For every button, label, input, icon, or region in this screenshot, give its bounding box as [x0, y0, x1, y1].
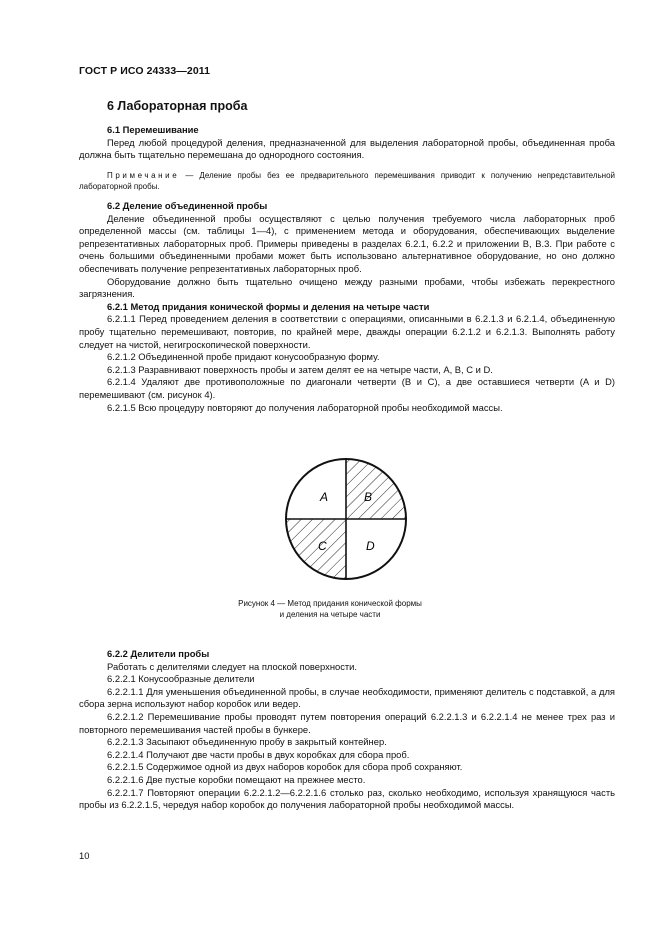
paragraph-6-2-2-1-5: 6.2.2.1.5 Содержимое одной из двух наборов коробок для сбора проб сохраняют. [107, 761, 463, 773]
paragraph-6-2-2-1-7: 6.2.2.1.7 Повторяют операции 6.2.2.1.2—6.2.2.1.6 столько раз, сколько необходимо, используя хранящуюся часть пробы из 6.2.2.1.5, чередуя набор коробок до получения лабораторной пробы необходимой массы. [79, 786, 615, 811]
note-block [79, 170, 615, 192]
section-6-2 [79, 200, 615, 414]
label-b: B [364, 490, 373, 504]
heading-6-2: 6.2 Деление объединенной пробы [107, 200, 268, 211]
note-label: Примечание [107, 171, 180, 180]
paragraph-6-2-2-1-2: 6.2.2.1.2 Перемешивание пробы проводят путем повторения операций 6.2.2.1.3 и 6.2.2.1.4 не менее трех раз и повторного перемешивания частей пробы в бункере. [79, 710, 615, 735]
heading-6-2-1: 6.2.1 Метод придания конической формы и деления на четыре части [107, 300, 430, 312]
paragraph-6-2-2-1-4: 6.2.2.1.4 Получают две части пробы в двух коробках для сбора проб. [107, 748, 410, 760]
paragraph-6-2-2-intro: Работать с делителями следует на плоской поверхности. [107, 660, 358, 672]
label-d: D [366, 539, 375, 553]
label-a: A [320, 490, 329, 504]
page-number: 10 [79, 850, 90, 861]
caption-line-2: и деления на четыре части [279, 610, 381, 619]
paragraph-6-2-2-1-6: 6.2.2.1.6 Две пустые коробки помещают на прежнее место. [107, 773, 366, 785]
document-header: ГОСТ Р ИСО 24333—2011 [79, 65, 211, 77]
paragraph-6-2-2-1-3: 6.2.2.1.3 Засыпают объединенную пробу в закрытый контейнер. [107, 736, 387, 748]
quartering-figure [284, 457, 408, 581]
paragraph-6-2-1-2: 6.2.1.2 Объединенной пробе придают конусообразную форму. [107, 351, 380, 363]
section-6-1 [79, 124, 615, 162]
paragraph-6-2-1-1: 6.2.1.1 Перед проведением деления в соответствии с операциями, описанными в 6.2.1.3 и 6.2.1.4, объединенную пробу тщательно перемешивают, повторив, по крайней мере, дважды операции 6.2.1.2 и 6.2.1.3. Выполнять работу следует на чистой, негигроскопической поверхности. [79, 313, 615, 350]
paragraph-6-2-2-1-1: 6.2.2.1.1 Для уменьшения объединенной пробы, в случае необходимости, применяют делитель с подставкой, а для сбора зерна используют набор коробок или ведер. [79, 685, 615, 710]
note-paragraph [79, 170, 615, 192]
note-text: — Деление пробы без ее предварительного перемешивания приводит к получению непредставительной лабораторной пробы. [79, 171, 615, 191]
figure-caption [180, 598, 480, 620]
paragraph-6-2-2: Оборудование должно быть тщательно очищено между разными пробами, чтобы избежать перекрестного загрязнения. [79, 275, 615, 300]
caption-line-1: Рисунок 4 — Метод придания конической формы [238, 599, 422, 608]
section-6-2-2 [79, 648, 615, 812]
label-c: C [318, 539, 327, 553]
heading-6-1: 6.1 Перемешивание [107, 124, 199, 135]
paragraph-6-1: Перед любой процедурой деления, предназначенной для выделения лабораторной пробы, объединенная проба должна быть тщательно перемешана до однородного состояния. [79, 136, 615, 161]
heading-6-2-2: 6.2.2 Делители пробы [107, 648, 210, 659]
heading-6-2-2-1: 6.2.2.1 Конусообразные делители [107, 673, 255, 685]
paragraph-6-2-1: Деление объединенной пробы осуществляют с целью получения требуемого числа лабораторных проб определенной массы (см. таблицы 1—4), с применением метода и оборудования, обеспечивающих выделение репрезентативных лабораторных проб. Примеры приведены в разделах 6.2.1, 6.2.2 и приложении В, В.3. При работе с очень большими объединенными пробами может быть использовано альтернативное оборудование, но оно должно обеспечивать получение репрезентативных лабораторных проб. [79, 212, 615, 274]
section-title: 6 Лабораторная проба [107, 99, 248, 113]
paragraph-6-2-1-3: 6.2.1.3 Разравнивают поверхность пробы и затем делят ее на четыре части, A, B, C и D. [107, 363, 493, 375]
paragraph-6-2-1-4: 6.2.1.4 Удаляют две противоположные по диагонали четверти (B и C), а две оставшиеся четверти (A и D) перемешивают (см. рисунок 4). [79, 376, 615, 400]
paragraph-6-2-1-5: 6.2.1.5 Всю процедуру повторяют до получения лабораторной пробы необходимой массы. [107, 401, 503, 413]
